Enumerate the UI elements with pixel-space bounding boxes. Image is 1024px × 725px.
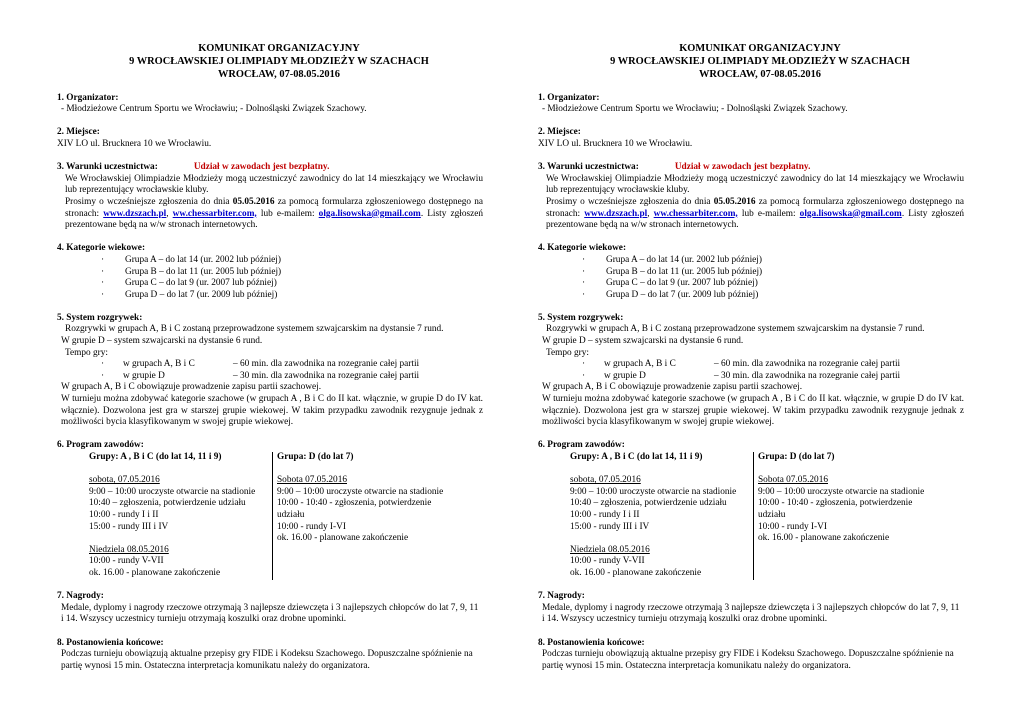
doc-title-line2: 9 WROCŁAWSKIEJ OLIMPIADY MŁODZIEŻY W SZACHACH xyxy=(129,56,429,67)
deadline-date: 05.05.2016 xyxy=(713,196,756,207)
tempo-row: · w grupie D – 30 min. dla zawodnika na rozegranie całej partii xyxy=(101,370,420,381)
tempo-row: · w grupach A, B i C – 60 min. dla zawodnika na rozegranie całej partii xyxy=(582,359,901,370)
section-place xyxy=(538,127,964,150)
email-link[interactable]: olga.lisowska@gmail.com xyxy=(318,208,421,219)
tempo-row: · w grupie D – 30 min. dla zawodnika na rozegranie całej partii xyxy=(582,370,901,381)
eligibility-text: We Wrocławskiej Olimpiadzie Młodzieży mogą uczestniczyć zawodnicy do lat 14 mieszkający we Wrocławiu lub reprezentujący wrocławskie kluby. xyxy=(65,173,483,196)
section-system xyxy=(538,313,964,429)
email-link[interactable]: olga.lisowska@gmail.com xyxy=(799,208,902,219)
section-final xyxy=(538,638,964,673)
section-title: 3. Warunki uczestnictwa: xyxy=(538,162,639,173)
link-chessarbiter[interactable]: ww.chessarbiter.com, xyxy=(653,208,738,219)
section-title: 6. Program zawodów: xyxy=(57,440,144,451)
section-title: 5. System rozgrywek: xyxy=(538,312,624,323)
link-chessarbiter[interactable]: ww.chessarbiter.com, xyxy=(172,208,257,219)
prizes-text: Medale, dyplomy i nagrody rzeczowe otrzymają 3 najlepsze dziewczęta i 3 najlepszych chłopców do lat 7, 9, 11 i 14. Wszyscy uczestnicy turnieju otrzymają koszulki oraz drobne upominki. xyxy=(61,602,479,625)
list-item: · Grupa D – do lat 7 (ur. 2009 lub później) xyxy=(582,289,759,300)
doc-title-line1: KOMUNIKAT ORGANIZACYJNY xyxy=(198,43,360,54)
list-item: · Grupa B – do lat 11 (ur. 2005 lub później) xyxy=(101,266,282,277)
system-text: W grupach A, B i C obowiązuje prowadzenie zapisu partii szachowej. xyxy=(542,382,803,393)
announcement-left xyxy=(57,0,483,672)
list-item: · Grupa C – do lat 9 (ur. 2007 lub później) xyxy=(582,278,758,289)
section-title: 7. Nagrody: xyxy=(538,591,585,602)
system-text: W grupie D – system szwajcarski na dystansie 6 rund. xyxy=(542,336,744,347)
section-title: 8. Postanowienia końcowe: xyxy=(57,637,164,648)
system-text: W turnieju można zdobywać kategorie szachowe (w grupach A , B i C do II kat. włącznie, w grupie D do IV kat. włącznie). Dozwolona jest gra w starszej grupie wiekowej. W takim przypadku zawodnik rezygnuje jednak z możliwości bycia klasyfikowanym w swojej grupie wiekowej. xyxy=(542,394,964,428)
tempo-row: · w grupach A, B i C – 60 min. dla zawodnika na rozegranie całej partii xyxy=(101,359,420,370)
section-title: 1. Organizator: xyxy=(57,92,119,103)
section-place xyxy=(57,127,483,150)
link-dzszach[interactable]: www.dzszach.pl xyxy=(584,208,648,219)
program-column-abc: Grupy: A , B i C (do lat 14, 11 i 9) sobota, 07.05.2016 9:00 – 10:00 uroczyste otwarcie na stadionie 10:40 – zgłoszenia, potwierdzenie udziału 10:00 - rundy I i II 15:00 - rundy III i IV Niedziela 08.05.2016 10:00 - rundy V-VII ok. 16.00 - planowane zakończenie xyxy=(89,452,273,580)
program-table xyxy=(89,452,483,580)
program-column-abc: Grupy: A , B i C (do lat 14, 11 i 9) sobota, 07.05.2016 9:00 – 10:00 uroczyste otwarcie na stadionie 10:40 – zgłoszenia, potwierdzenie udziału 10:00 - rundy I i II 15:00 - rundy III i IV Niedziela 08.05.2016 10:00 - rundy V-VII ok. 16.00 - planowane zakończenie xyxy=(570,452,754,580)
list-item: · Grupa A – do lat 14 (ur. 2002 lub później) xyxy=(582,254,762,265)
section-organizer xyxy=(538,93,964,116)
registration-text: Prosimy o wcześniejsze zgłoszenia do dnia 05.05.2016 za pomocą formularza zgłoszeniowego dostępnego na stronach: www.dzszach.pl, ww.chessarbiter.com, lub e-mailem: olga.lisowska@gmail.com. Listy zgłoszeń prezentowane będą na w/w stronach internetowych. xyxy=(65,196,484,231)
system-text: Rozgrywki w grupach A, B i C zostaną przeprowadzone systemem szwajcarskim na dystansie 7 rund. xyxy=(65,324,444,335)
section-title: 4. Kategorie wiekowe: xyxy=(538,243,627,254)
system-text: W grupie D – system szwajcarski na dystansie 6 rund. xyxy=(61,336,263,347)
prizes-text: Medale, dyplomy i nagrody rzeczowe otrzymają 3 najlepsze dziewczęta i 3 najlepszych chłopców do lat 7, 9, 11 i 14. Wszyscy uczestnicy turnieju otrzymają koszulki oraz drobne upominki. xyxy=(542,602,960,625)
doc-title-line3: WROCŁAW, 07-08.05.2016 xyxy=(217,69,340,80)
free-entry-note: Udział w zawodach jest bezpłatny. xyxy=(674,162,811,173)
section-title: 8. Postanowienia końcowe: xyxy=(538,637,645,648)
program-column-d: Grupa: D (do lat 7) Sobota 07.05.2016 9:00 – 10:00 uroczyste otwarcie na stadionie 10:00 - 10:40 - zgłoszenia, potwierdzenie udziału 10:00 - rundy I-VI ok. 16.00 - planowane zakończenie xyxy=(758,452,925,544)
deadline-date: 05.05.2016 xyxy=(232,196,275,207)
place-text: XIV LO ul. Brucknera 10 we Wrocławiu. xyxy=(57,138,212,149)
system-text: W turnieju można zdobywać kategorie szachowe (w grupach A , B i C do II kat. włącznie, w grupie D do IV kat. włącznie). Dozwolona jest gra w starszej grupie wiekowej. W takim przypadku zawodnik rezygnuje jednak z możliwości bycia klasyfikowanym w swojej grupie wiekowej. xyxy=(61,394,483,428)
section-prizes xyxy=(538,591,964,626)
registration-text: Prosimy o wcześniejsze zgłoszenia do dnia 05.05.2016 za pomocą formularza zgłoszeniowego dostępnego na stronach: www.dzszach.pl, ww.chessarbiter.com, lub e-mailem: olga.lisowska@gmail.com. Listy zgłoszeń prezentowane będą na w/w stronach internetowych. xyxy=(546,196,965,231)
section-conditions xyxy=(57,162,483,232)
section-program xyxy=(538,440,964,579)
list-item: · Grupa B – do lat 11 (ur. 2005 lub później) xyxy=(582,266,763,277)
link-dzszach[interactable]: www.dzszach.pl xyxy=(103,208,167,219)
section-title: 2. Miejsce: xyxy=(57,127,100,138)
doc-title-line2: 9 WROCŁAWSKIEJ OLIMPIADY MŁODZIEŻY W SZACHACH xyxy=(610,56,910,67)
list-item: · Grupa D – do lat 7 (ur. 2009 lub później) xyxy=(101,289,278,300)
list-item: · Grupa C – do lat 9 (ur. 2007 lub później) xyxy=(101,278,277,289)
section-title: 1. Organizator: xyxy=(538,92,600,103)
free-entry-note: Udział w zawodach jest bezpłatny. xyxy=(193,162,330,173)
tempo-label: Tempo gry: xyxy=(546,347,589,358)
tempo-label: Tempo gry: xyxy=(65,347,108,358)
program-table xyxy=(570,452,964,580)
final-text: Podczas turnieju obowiązują aktualne przepisy gry FIDE i Kodeksu Szachowego. Dopuszczalne spóźnienie na partię wynosi 15 min. Ostateczna interpretacja komunikatu należy do organizatora. xyxy=(61,649,473,671)
section-title: 7. Nagrody: xyxy=(57,591,104,602)
section-title: 4. Kategorie wiekowe: xyxy=(57,243,146,254)
section-system xyxy=(57,313,483,429)
section-program xyxy=(57,440,483,579)
section-title: 2. Miejsce: xyxy=(538,127,581,138)
doc-title-line1: KOMUNIKAT ORGANIZACYJNY xyxy=(679,43,841,54)
section-title: 6. Program zawodów: xyxy=(538,440,625,451)
final-text: Podczas turnieju obowiązują aktualne przepisy gry FIDE i Kodeksu Szachowego. Dopuszczalne spóźnienie na partię wynosi 15 min. Ostateczna interpretacja komunikatu należy do organizatora. xyxy=(542,649,954,671)
doc-title-line3: WROCŁAW, 07-08.05.2016 xyxy=(698,69,821,80)
section-categories xyxy=(57,243,483,301)
section-categories xyxy=(538,243,964,301)
system-text: Rozgrywki w grupach A, B i C zostaną przeprowadzone systemem szwajcarskim na dystansie 7 rund. xyxy=(546,324,925,335)
section-conditions xyxy=(538,162,964,232)
section-title: 5. System rozgrywek: xyxy=(57,312,143,323)
organizer-text: - Młodzieżowe Centrum Sportu we Wrocławiu; - Dolnośląski Związek Szachowy. xyxy=(542,104,848,115)
eligibility-text: We Wrocławskiej Olimpiadzie Młodzieży mogą uczestniczyć zawodnicy do lat 14 mieszkający we Wrocławiu lub reprezentujący wrocławskie kluby. xyxy=(546,173,964,196)
section-organizer xyxy=(57,93,483,116)
announcement-right xyxy=(538,0,964,672)
place-text: XIV LO ul. Brucknera 10 we Wrocławiu. xyxy=(538,138,693,149)
organizer-text: - Młodzieżowe Centrum Sportu we Wrocławiu; - Dolnośląski Związek Szachowy. xyxy=(61,104,367,115)
section-prizes xyxy=(57,591,483,626)
list-item: · Grupa A – do lat 14 (ur. 2002 lub później) xyxy=(101,254,281,265)
section-title: 3. Warunki uczestnictwa: xyxy=(57,162,158,173)
program-column-d: Grupa: D (do lat 7) Sobota 07.05.2016 9:00 – 10:00 uroczyste otwarcie na stadionie 10:00 - 10:40 - zgłoszenia, potwierdzenie udziału 10:00 - rundy I-VI ok. 16.00 - planowane zakończenie xyxy=(277,452,444,544)
system-text: W grupach A, B i C obowiązuje prowadzenie zapisu partii szachowej. xyxy=(61,382,322,393)
section-final xyxy=(57,638,483,673)
